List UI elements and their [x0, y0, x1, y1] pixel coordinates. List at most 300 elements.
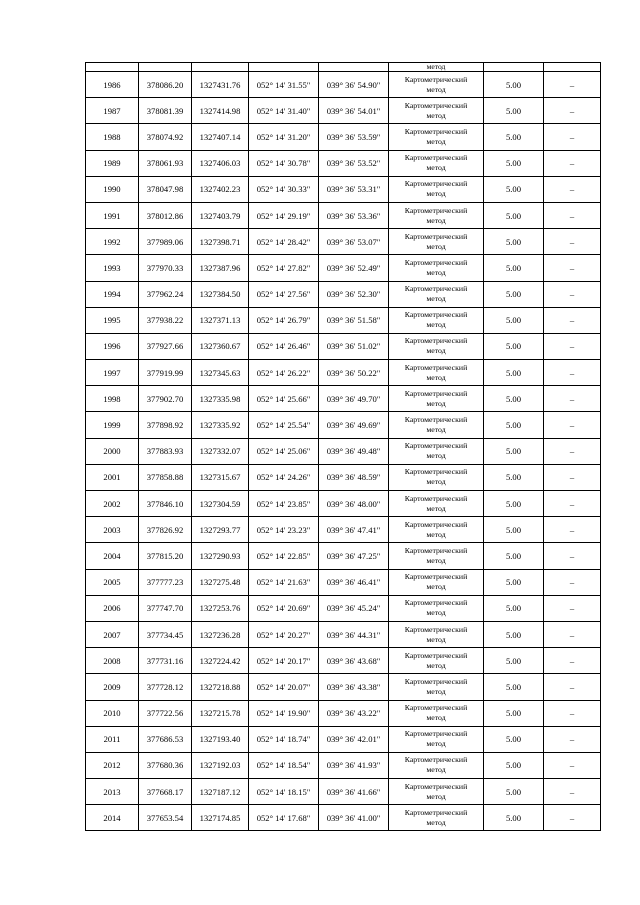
table-row — [86, 386, 601, 412]
cell-method — [389, 255, 484, 281]
method-line-1: Картометрический — [404, 257, 468, 267]
cell-point-number: 2013 — [86, 779, 139, 805]
cell-point-number: 1999 — [86, 412, 139, 438]
cell-point-number: 1996 — [86, 333, 139, 359]
method-line-2: метод — [426, 791, 446, 801]
cell-note: – — [544, 779, 601, 805]
cell-latitude: 052° 14' 18.54" — [249, 752, 319, 778]
cell-longitude: 039° 36' 47.41" — [319, 517, 389, 543]
cell-longitude: 039° 36' 53.59" — [319, 124, 389, 150]
cell-y-coordinate: 1327387.96 — [192, 255, 249, 281]
cell-x-coordinate: 378081.39 — [139, 98, 192, 124]
cell-point-number: 1988 — [86, 124, 139, 150]
cell-x-coordinate: 378047.98 — [139, 176, 192, 202]
method-line-1: Картометрический — [404, 388, 468, 398]
cell-note: – — [544, 281, 601, 307]
method-line-2: метод — [426, 398, 446, 408]
table-row — [86, 805, 601, 831]
cell-y-coordinate: 1327414.98 — [192, 98, 249, 124]
cell-precision: 5.00 — [484, 595, 544, 621]
cell-y-coordinate: 1327224.42 — [192, 648, 249, 674]
cell-x-coordinate: 377927.66 — [139, 333, 192, 359]
cell-x-coordinate: 377846.10 — [139, 491, 192, 517]
cell-point-number: 2003 — [86, 517, 139, 543]
cell-longitude: 039° 36' 53.52" — [319, 150, 389, 176]
cell-y-coordinate: 1327403.79 — [192, 202, 249, 228]
table-row — [86, 255, 601, 281]
cell-method — [389, 176, 484, 202]
cell-method — [389, 726, 484, 752]
cell-note: – — [544, 150, 601, 176]
method-line-1: Картометрический — [404, 362, 468, 372]
cell-longitude: 039° 36' 48.00" — [319, 491, 389, 517]
cell-precision: 5.00 — [484, 726, 544, 752]
cell-x-coordinate: 378086.20 — [139, 72, 192, 98]
method-line-1: Картометрический — [404, 126, 468, 136]
cell-x-coordinate: 378074.92 — [139, 124, 192, 150]
cell-precision: 5.00 — [484, 98, 544, 124]
method-line-1: Картометрический — [404, 336, 468, 346]
cell-y-coordinate: 1327275.48 — [192, 569, 249, 595]
cell-latitude: 052° 14' 25.06" — [249, 438, 319, 464]
table-row — [86, 438, 601, 464]
cell-x-coordinate: 377826.92 — [139, 517, 192, 543]
cell-method — [389, 281, 484, 307]
method-line-1: Картометрический — [404, 153, 468, 163]
method-line-1: Картометрический — [404, 310, 468, 320]
cell-note: – — [544, 517, 601, 543]
table-row — [86, 98, 601, 124]
method-line-2: метод — [426, 739, 446, 749]
cell-y-coordinate: 1327236.28 — [192, 621, 249, 647]
method-line-2: метод — [426, 555, 446, 565]
method-line-1: Картометрический — [404, 755, 468, 765]
cell-latitude: 052° 14' 25.54" — [249, 412, 319, 438]
cell-latitude: 052° 14' 22.85" — [249, 543, 319, 569]
cell-latitude: 052° 14' 30.33" — [249, 176, 319, 202]
cell-latitude: 052° 14' 21.63" — [249, 569, 319, 595]
cell-x-coordinate: 377989.06 — [139, 229, 192, 255]
cell-point-number: 2014 — [86, 805, 139, 831]
method-line-2: метод — [426, 634, 446, 644]
cell-method — [389, 648, 484, 674]
cell-longitude: 039° 36' 52.49" — [319, 255, 389, 281]
table-row — [86, 360, 601, 386]
cell-longitude: 039° 36' 53.36" — [319, 202, 389, 228]
cell-point-number: 2004 — [86, 543, 139, 569]
cell-precision: 5.00 — [484, 438, 544, 464]
cell-point-number: 1989 — [86, 150, 139, 176]
table-row — [86, 517, 601, 543]
method-line-1: Картометрический — [404, 519, 468, 529]
cell-point-number: 1997 — [86, 360, 139, 386]
method-line-2: метод — [426, 529, 446, 539]
cell-latitude: 052° 14' 29.19" — [249, 202, 319, 228]
cell-method — [389, 569, 484, 595]
cell-precision: 5.00 — [484, 805, 544, 831]
cell-longitude: 039° 36' 54.90" — [319, 72, 389, 98]
table-row — [86, 176, 601, 202]
cell-point-number: 2012 — [86, 752, 139, 778]
cell-latitude: 052° 14' 25.66" — [249, 386, 319, 412]
table-body — [86, 63, 601, 831]
method-line-1: Картометрический — [404, 598, 468, 608]
cell-point-number: 2002 — [86, 491, 139, 517]
cell-longitude: 039° 36' 53.07" — [319, 229, 389, 255]
cell-empty — [544, 63, 601, 72]
cell-y-coordinate: 1327371.13 — [192, 307, 249, 333]
cell-latitude: 052° 14' 31.20" — [249, 124, 319, 150]
cell-longitude: 039° 36' 48.59" — [319, 464, 389, 490]
cell-y-coordinate: 1327193.40 — [192, 726, 249, 752]
cell-x-coordinate: 377777.23 — [139, 569, 192, 595]
cell-longitude: 039° 36' 51.58" — [319, 307, 389, 333]
method-line-1: Картометрический — [404, 624, 468, 634]
cell-method — [389, 333, 484, 359]
table-row — [86, 202, 601, 228]
method-line-2: метод — [426, 215, 446, 225]
cell-empty — [484, 63, 544, 72]
cell-latitude: 052° 14' 23.23" — [249, 517, 319, 543]
cell-longitude: 039° 36' 45.24" — [319, 595, 389, 621]
method-line-1: Картометрический — [404, 74, 468, 84]
cell-method — [389, 752, 484, 778]
cell-precision: 5.00 — [484, 307, 544, 333]
method-line-1: Картометрический — [404, 572, 468, 582]
method-line-1: Картометрический — [404, 231, 468, 241]
cell-latitude: 052° 14' 20.69" — [249, 595, 319, 621]
cell-note: – — [544, 621, 601, 647]
method-line-2: метод — [426, 346, 446, 356]
method-line-2: метод — [426, 320, 446, 330]
cell-y-coordinate: 1327192.03 — [192, 752, 249, 778]
cell-latitude: 052° 14' 19.90" — [249, 700, 319, 726]
method-line-2: метод — [426, 189, 446, 199]
cell-point-number: 1994 — [86, 281, 139, 307]
cell-y-coordinate: 1327402.23 — [192, 176, 249, 202]
cell-x-coordinate: 377970.33 — [139, 255, 192, 281]
method-line-1: Картометрический — [404, 205, 468, 215]
cell-point-number: 1991 — [86, 202, 139, 228]
cell-point-number: 2007 — [86, 621, 139, 647]
cell-longitude: 039° 36' 42.01" — [319, 726, 389, 752]
table-row — [86, 674, 601, 700]
cell-longitude: 039° 36' 51.02" — [319, 333, 389, 359]
table-row — [86, 72, 601, 98]
cell-note: – — [544, 360, 601, 386]
cell-precision: 5.00 — [484, 569, 544, 595]
cell-latitude: 052° 14' 17.68" — [249, 805, 319, 831]
cell-method — [389, 360, 484, 386]
cell-y-coordinate: 1327315.67 — [192, 464, 249, 490]
cell-precision: 5.00 — [484, 333, 544, 359]
cell-longitude: 039° 36' 53.31" — [319, 176, 389, 202]
method-line-2: метод — [426, 686, 446, 696]
table-row — [86, 779, 601, 805]
cell-empty — [86, 63, 139, 72]
cell-y-coordinate: 1327398.71 — [192, 229, 249, 255]
cell-precision: 5.00 — [484, 72, 544, 98]
cell-note: – — [544, 307, 601, 333]
cell-x-coordinate: 377686.53 — [139, 726, 192, 752]
cell-x-coordinate: 377962.24 — [139, 281, 192, 307]
cell-note: – — [544, 805, 601, 831]
cell-precision: 5.00 — [484, 674, 544, 700]
cell-longitude: 039° 36' 41.00" — [319, 805, 389, 831]
cell-latitude: 052° 14' 26.79" — [249, 307, 319, 333]
cell-precision: 5.00 — [484, 621, 544, 647]
cell-latitude: 052° 14' 18.15" — [249, 779, 319, 805]
cell-method — [389, 412, 484, 438]
cell-precision: 5.00 — [484, 386, 544, 412]
cell-precision: 5.00 — [484, 543, 544, 569]
cell-precision: 5.00 — [484, 464, 544, 490]
cell-longitude: 039° 36' 49.70" — [319, 386, 389, 412]
cell-point-number: 1998 — [86, 386, 139, 412]
cell-empty — [192, 63, 249, 72]
cell-note: – — [544, 569, 601, 595]
table-row — [86, 491, 601, 517]
cell-point-number: 2000 — [86, 438, 139, 464]
cell-precision: 5.00 — [484, 491, 544, 517]
cell-note: – — [544, 438, 601, 464]
cell-note: – — [544, 752, 601, 778]
cell-note: – — [544, 491, 601, 517]
cell-precision: 5.00 — [484, 648, 544, 674]
cell-precision: 5.00 — [484, 229, 544, 255]
cell-longitude: 039° 36' 49.48" — [319, 438, 389, 464]
cell-precision: 5.00 — [484, 150, 544, 176]
cell-method-continuation: метод — [389, 63, 484, 72]
cell-latitude: 052° 14' 27.56" — [249, 281, 319, 307]
cell-latitude: 052° 14' 27.82" — [249, 255, 319, 281]
cell-method — [389, 491, 484, 517]
cell-point-number: 2008 — [86, 648, 139, 674]
cell-point-number: 1995 — [86, 307, 139, 333]
cell-y-coordinate: 1327332.07 — [192, 438, 249, 464]
cell-method — [389, 464, 484, 490]
method-line-1: Картометрический — [404, 179, 468, 189]
cell-method — [389, 124, 484, 150]
method-line-2: метод — [426, 477, 446, 487]
cell-note: – — [544, 412, 601, 438]
cell-y-coordinate: 1327406.03 — [192, 150, 249, 176]
cell-y-coordinate: 1327304.59 — [192, 491, 249, 517]
coordinates-table — [85, 62, 601, 831]
cell-longitude: 039° 36' 46.41" — [319, 569, 389, 595]
method-line-1: Картометрический — [404, 650, 468, 660]
cell-longitude: 039° 36' 54.01" — [319, 98, 389, 124]
cell-note: – — [544, 674, 601, 700]
cell-y-coordinate: 1327345.63 — [192, 360, 249, 386]
cell-longitude: 039° 36' 52.30" — [319, 281, 389, 307]
cell-longitude: 039° 36' 43.22" — [319, 700, 389, 726]
cell-y-coordinate: 1327218.88 — [192, 674, 249, 700]
method-line-1: Картометрический — [404, 467, 468, 477]
table-row — [86, 124, 601, 150]
cell-point-number: 1993 — [86, 255, 139, 281]
cell-method — [389, 438, 484, 464]
cell-point-number: 2010 — [86, 700, 139, 726]
cell-y-coordinate: 1327187.12 — [192, 779, 249, 805]
cell-method — [389, 517, 484, 543]
cell-note: – — [544, 648, 601, 674]
cell-latitude: 052° 14' 31.55" — [249, 72, 319, 98]
table-row — [86, 150, 601, 176]
cell-method — [389, 202, 484, 228]
cell-method — [389, 229, 484, 255]
cell-x-coordinate: 377898.92 — [139, 412, 192, 438]
cell-x-coordinate: 377728.12 — [139, 674, 192, 700]
method-line-1: Картометрический — [404, 284, 468, 294]
cell-x-coordinate: 377653.54 — [139, 805, 192, 831]
cell-method — [389, 595, 484, 621]
cell-note: – — [544, 700, 601, 726]
cell-point-number: 2011 — [86, 726, 139, 752]
cell-y-coordinate: 1327290.93 — [192, 543, 249, 569]
cell-precision: 5.00 — [484, 176, 544, 202]
cell-method — [389, 386, 484, 412]
cell-point-number: 2006 — [86, 595, 139, 621]
cell-x-coordinate: 377919.99 — [139, 360, 192, 386]
method-line-1: Картометрический — [404, 441, 468, 451]
cell-x-coordinate: 377722.56 — [139, 700, 192, 726]
cell-latitude: 052° 14' 20.07" — [249, 674, 319, 700]
method-line-1: Картометрический — [404, 545, 468, 555]
cell-note: – — [544, 229, 601, 255]
continuation-row — [86, 63, 601, 72]
cell-y-coordinate: 1327174.85 — [192, 805, 249, 831]
cell-y-coordinate: 1327431.76 — [192, 72, 249, 98]
cell-latitude: 052° 14' 26.46" — [249, 333, 319, 359]
cell-empty — [249, 63, 319, 72]
cell-method — [389, 150, 484, 176]
cell-latitude: 052° 14' 23.85" — [249, 491, 319, 517]
method-line-2: метод — [426, 425, 446, 435]
method-line-2: метод — [426, 84, 446, 94]
method-line-2: метод — [426, 110, 446, 120]
cell-x-coordinate: 377731.16 — [139, 648, 192, 674]
cell-longitude: 039° 36' 49.69" — [319, 412, 389, 438]
method-line-1: Картометрический — [404, 676, 468, 686]
cell-latitude: 052° 14' 26.22" — [249, 360, 319, 386]
cell-x-coordinate: 377902.70 — [139, 386, 192, 412]
method-line-1: Картометрический — [404, 493, 468, 503]
cell-x-coordinate: 377668.17 — [139, 779, 192, 805]
table-row — [86, 412, 601, 438]
cell-x-coordinate: 377938.22 — [139, 307, 192, 333]
method-line-2: метод — [426, 713, 446, 723]
cell-y-coordinate: 1327215.78 — [192, 700, 249, 726]
cell-point-number: 1990 — [86, 176, 139, 202]
cell-y-coordinate: 1327384.50 — [192, 281, 249, 307]
cell-y-coordinate: 1327253.76 — [192, 595, 249, 621]
cell-latitude: 052° 14' 30.78" — [249, 150, 319, 176]
cell-method — [389, 805, 484, 831]
cell-point-number: 2005 — [86, 569, 139, 595]
cell-method — [389, 307, 484, 333]
cell-point-number: 1992 — [86, 229, 139, 255]
method-line-2: метод — [426, 294, 446, 304]
cell-x-coordinate: 377734.45 — [139, 621, 192, 647]
table-row — [86, 569, 601, 595]
cell-precision: 5.00 — [484, 700, 544, 726]
cell-y-coordinate: 1327335.92 — [192, 412, 249, 438]
method-line-2: метод — [426, 451, 446, 461]
cell-longitude: 039° 36' 43.68" — [319, 648, 389, 674]
cell-x-coordinate: 378012.86 — [139, 202, 192, 228]
table-row — [86, 648, 601, 674]
method-line-1: Картометрический — [404, 100, 468, 110]
cell-note: – — [544, 386, 601, 412]
cell-x-coordinate: 377747.70 — [139, 595, 192, 621]
cell-empty — [319, 63, 389, 72]
cell-longitude: 039° 36' 47.25" — [319, 543, 389, 569]
method-line-1: Картометрический — [404, 807, 468, 817]
method-line-1: Картометрический — [404, 703, 468, 713]
cell-precision: 5.00 — [484, 517, 544, 543]
method-line-2: метод — [426, 372, 446, 382]
cell-longitude: 039° 36' 41.66" — [319, 779, 389, 805]
table-row — [86, 229, 601, 255]
method-line-2: метод — [426, 582, 446, 592]
method-line-2: метод — [426, 136, 446, 146]
cell-y-coordinate: 1327293.77 — [192, 517, 249, 543]
cell-note: – — [544, 543, 601, 569]
cell-longitude: 039° 36' 43.38" — [319, 674, 389, 700]
method-line-2: метод — [426, 267, 446, 277]
cell-x-coordinate: 377883.93 — [139, 438, 192, 464]
method-line-2: метод — [426, 817, 446, 827]
table-row — [86, 595, 601, 621]
table-row — [86, 752, 601, 778]
cell-longitude: 039° 36' 50.22" — [319, 360, 389, 386]
table-row — [86, 543, 601, 569]
method-line-2: метод — [426, 765, 446, 775]
table-row — [86, 333, 601, 359]
cell-precision: 5.00 — [484, 412, 544, 438]
cell-precision: 5.00 — [484, 281, 544, 307]
cell-method — [389, 543, 484, 569]
cell-note: – — [544, 124, 601, 150]
cell-x-coordinate: 377858.88 — [139, 464, 192, 490]
cell-method — [389, 779, 484, 805]
cell-latitude: 052° 14' 20.27" — [249, 621, 319, 647]
method-line-1: Картометрический — [404, 729, 468, 739]
cell-empty — [139, 63, 192, 72]
method-line-2: метод — [426, 608, 446, 618]
table-row — [86, 307, 601, 333]
cell-latitude: 052° 14' 20.17" — [249, 648, 319, 674]
cell-precision: 5.00 — [484, 124, 544, 150]
cell-longitude: 039° 36' 44.31" — [319, 621, 389, 647]
cell-latitude: 052° 14' 31.40" — [249, 98, 319, 124]
cell-latitude: 052° 14' 24.26" — [249, 464, 319, 490]
cell-y-coordinate: 1327360.67 — [192, 333, 249, 359]
table-row — [86, 726, 601, 752]
table-row — [86, 281, 601, 307]
cell-precision: 5.00 — [484, 202, 544, 228]
cell-longitude: 039° 36' 41.93" — [319, 752, 389, 778]
table-row — [86, 464, 601, 490]
cell-latitude: 052° 14' 28.42" — [249, 229, 319, 255]
cell-x-coordinate: 377815.20 — [139, 543, 192, 569]
cell-precision: 5.00 — [484, 255, 544, 281]
method-line-2: метод — [426, 660, 446, 670]
cell-y-coordinate: 1327335.98 — [192, 386, 249, 412]
cell-point-number: 1986 — [86, 72, 139, 98]
cell-x-coordinate: 377680.36 — [139, 752, 192, 778]
